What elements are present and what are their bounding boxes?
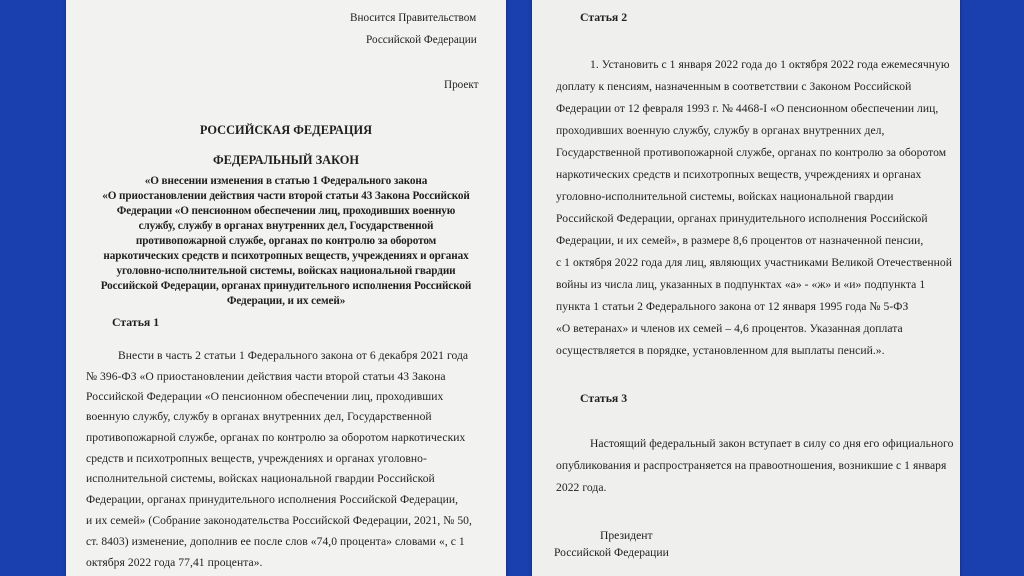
article-1-line: ст. 8403) изменение, дополнив ее после слов «74,0 процента» словами «, с 1 (86, 535, 465, 548)
signature-country: Российской Федерации (554, 546, 669, 559)
submitted-by-line-1: Вносится Правительством (350, 12, 477, 24)
article-1-line: исполнительной системы, войсках национальной гвардии Российской (86, 472, 435, 485)
article-2-line: доплату к пенсиям, назначенным в соответствии с Законом Российской (556, 80, 912, 93)
law-title-line: «О внесении изменения в статью 1 Федерального закона (144, 175, 428, 187)
article-3-line: опубликования и распространяется на правоотношения, возникшие с 1 января (556, 459, 947, 472)
article-2-line: Российской Федерации, органах принудительного исполнения Российской (556, 212, 928, 225)
article-1-line: Федерации, органах принудительного исполнения Российской Федерации, (86, 493, 459, 506)
article-2-line: Федерации, и их семей», в размере 8,6 процентов от назначенной пенсии, (556, 234, 924, 247)
left-document-page (66, 0, 506, 576)
article-2-line: уголовно-исполнительной системы, войсках национальной гвардии (556, 190, 894, 203)
article-1-line: Российской Федерации «О пенсионном обеспечении лиц, проходивших (86, 390, 444, 403)
article-2-line: «О ветеранах» и членов их семей – 4,6 процентов. Указанная доплата (556, 322, 903, 335)
article-2-line: войны из числа лиц, указанных в подпунктах «а» - «ж» и «и» подпункта 1 (556, 278, 926, 291)
article-1-line: военную службу, службу в органах внутренних дел, Государственной (86, 410, 432, 423)
article-2-line: с 1 октября 2022 года для лиц, являющих участниками Великой Отечественной (556, 256, 952, 269)
article-1-line: средств и психотропных веществ, учреждениях и органах уголовно- (86, 452, 427, 465)
submitted-by-line-2: Российской Федерации (366, 34, 477, 46)
law-title-line: «О приостановлении действия части второй статьи 43 Закона Российской (102, 190, 470, 202)
article-1-line: и их семей» (Собрание законодательства Российской Федерации, 2021, № 50, (86, 514, 472, 527)
article-2-line: наркотических средств и психотропных веществ, учреждениях и органах (556, 168, 922, 181)
article-3-heading: Статья 3 (580, 391, 628, 405)
law-title-line: Федерации «О пенсионном обеспечении лиц, проходивших военную (116, 205, 456, 217)
article-1-line: противопожарной службе, органах по контролю за оборотом наркотических (86, 431, 466, 444)
article-2-line: 1. Установить с 1 января 2022 года до 1 октября 2022 года ежемесячную (590, 58, 950, 71)
article-2-line: пункта 1 статьи 2 Федерального закона от 12 января 1995 года № 5-ФЗ (556, 300, 909, 313)
law-title-line: уголовно-исполнительной системы, войсках национальной гвардии (116, 265, 456, 277)
article-2-line: Федерации от 12 февраля 1993 г. № 4468-I «О пенсионном обеспечении лиц, (556, 102, 939, 115)
article-3-line: 2022 года. (556, 481, 607, 494)
right-document-page (532, 0, 960, 576)
article-1-line: Внести в часть 2 статьи 1 Федерального закона от 6 декабря 2021 года (118, 349, 469, 362)
country-heading: РОССИЙСКАЯ ФЕДЕРАЦИЯ (199, 123, 373, 137)
signature-title: Президент (600, 529, 653, 542)
article-1-line: октября 2022 года 77,41 процента». (86, 556, 263, 569)
article-2-line: Государственной противопожарной службе, органах по контролю за оборотом (556, 146, 947, 159)
law-title-line: службу, службу в органах внутренних дел, Государственной (138, 220, 434, 232)
article-2-heading: Статья 2 (580, 10, 628, 24)
project-label: Проект (444, 79, 479, 91)
article-1-heading: Статья 1 (112, 315, 160, 329)
article-2-line: осуществляется в порядке, установленном для выплаты пенсий.». (556, 344, 885, 357)
law-title-line: Федерации, и их семей» (226, 295, 346, 307)
law-title-line: противопожарной службе, органах по контролю за оборотом (135, 235, 437, 247)
article-2-line: проходивших военную службу, службу в органах внутренних дел, (556, 124, 885, 137)
article-3-line: Настоящий федеральный закон вступает в силу со дня его официального (590, 437, 954, 450)
article-1-line: № 396-ФЗ «О приостановлении действия части второй статьи 43 Закона (86, 370, 446, 383)
law-title-line: Российской Федерации, органах принудительного исполнения Российской (100, 280, 472, 292)
law-type-heading: ФЕДЕРАЛЬНЫЙ ЗАКОН (212, 153, 360, 167)
law-title-line: наркотических средств и психотропных веществ, учреждениях и органах (103, 250, 469, 262)
